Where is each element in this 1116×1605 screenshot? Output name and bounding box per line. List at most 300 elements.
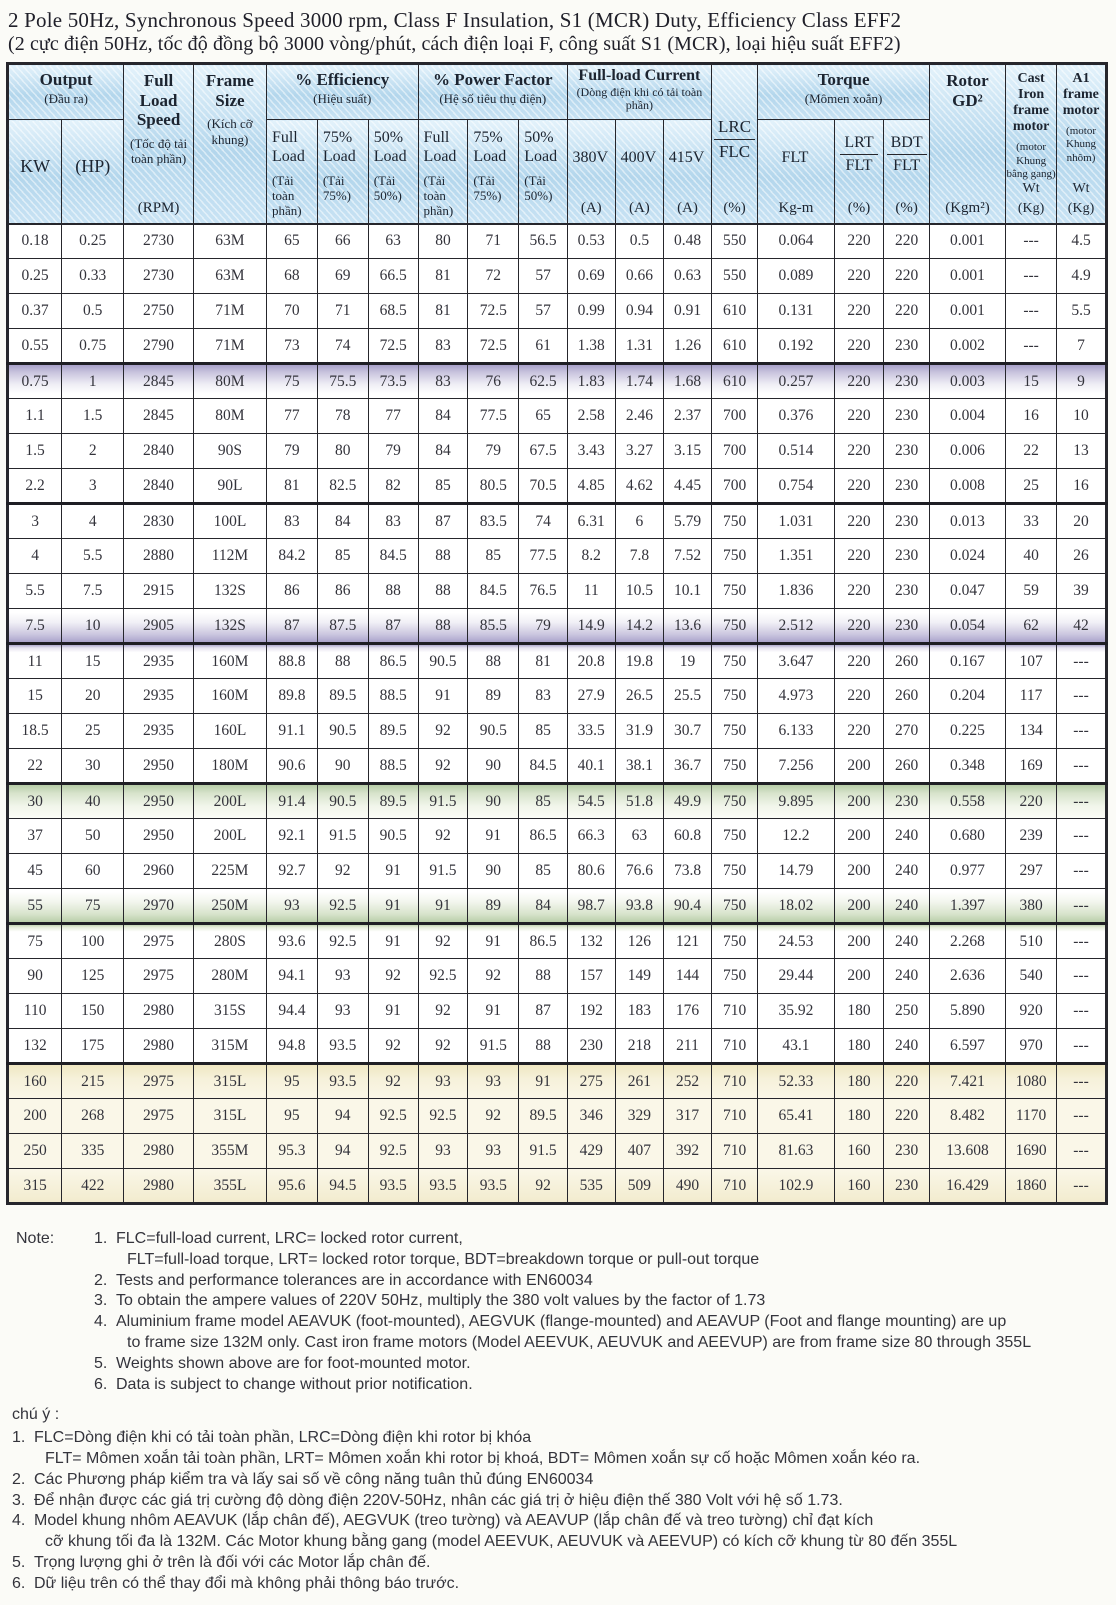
table-cell: ---: [1057, 644, 1107, 679]
col-bdt-flt: BDT FLT (%): [884, 120, 929, 224]
note-number: 6.: [94, 1375, 108, 1393]
table-cell: 0.225: [929, 714, 1005, 749]
col-eff-50-load: 50% Load (Tải 50%): [368, 120, 418, 224]
table-cell: ---: [1057, 819, 1107, 854]
col-full-load-speed: Full Load Speed (Tốc độ tải toàn phần) (RPM): [124, 64, 194, 224]
table-cell: 392: [664, 1134, 712, 1169]
table-cell: 176: [664, 994, 712, 1029]
table-cell: 52.33: [758, 1064, 834, 1099]
table-cell: 2830: [124, 504, 194, 539]
table-cell: 71M: [193, 329, 266, 364]
note-item: [12, 1574, 1110, 1595]
table-cell: 2730: [124, 224, 194, 259]
col-415v: 415V (A): [664, 120, 712, 224]
table-cell: 225M: [193, 854, 266, 889]
note-line: Model khung nhôm AEAVUK (lắp chân đế), AEGVUK (treo tường) và AEAVUP (lắp chân đế và treo tường) chỉ đạt kích: [34, 1512, 874, 1530]
table-cell: 407: [615, 1134, 664, 1169]
table-cell: 54.5: [567, 784, 615, 819]
table-cell: 750: [711, 889, 757, 924]
table-cell: 38.1: [615, 749, 664, 784]
table-cell: 200: [834, 854, 884, 889]
table-cell: 2950: [124, 819, 194, 854]
table-row: [8, 539, 1107, 574]
note-item: [12, 1553, 1110, 1574]
table-cell: 85: [418, 469, 468, 504]
table-cell: 27.9: [567, 679, 615, 714]
table-row: [8, 469, 1107, 504]
table-cell: 160: [834, 1169, 884, 1204]
table-cell: 94.4: [266, 994, 317, 1029]
table-cell: 220: [834, 224, 884, 259]
table-cell: 90.5: [468, 714, 519, 749]
table-cell: 79: [519, 609, 568, 644]
table-row: [8, 224, 1107, 259]
table-cell: 68.5: [368, 294, 418, 329]
table-cell: 83: [418, 364, 468, 399]
table-cell: 66.3: [567, 819, 615, 854]
table-cell: 3: [62, 469, 124, 504]
table-cell: 0.001: [929, 294, 1005, 329]
table-cell: 220: [834, 259, 884, 294]
table-cell: 750: [711, 819, 757, 854]
table-cell: 4.62: [615, 469, 664, 504]
table-cell: 5.5: [8, 574, 62, 609]
table-cell: 260: [884, 679, 929, 714]
table-cell: 180: [834, 1099, 884, 1134]
table-cell: 1.1: [8, 399, 62, 434]
table-cell: 88: [317, 644, 368, 679]
table-cell: 710: [711, 1099, 757, 1134]
note-number: 1.: [94, 1230, 108, 1247]
table-row: [8, 749, 1107, 784]
table-cell: 710: [711, 1169, 757, 1204]
table-cell: ---: [1057, 784, 1107, 819]
table-cell: 89: [468, 679, 519, 714]
table-row: [8, 959, 1107, 994]
table-cell: 315S: [193, 994, 266, 1029]
table-cell: 315L: [193, 1099, 266, 1134]
table-cell: 2975: [124, 1099, 194, 1134]
table-cell: 355L: [193, 1169, 266, 1204]
col-a1-frame-weight: A1 frame motor (motor Khung nhôm) Wt (Kg): [1057, 64, 1107, 224]
table-cell: 211: [664, 1029, 712, 1064]
notes-english: [6, 1229, 1110, 1395]
note-line: Data is subject to change without prior notification.: [116, 1375, 473, 1393]
col-pf-75-load: 75% Load (Tải 75%): [468, 120, 519, 224]
table-cell: 230: [884, 364, 929, 399]
table-cell: 175: [62, 1029, 124, 1064]
table-cell: 750: [711, 784, 757, 819]
table-cell: 39: [1057, 574, 1107, 609]
table-cell: 2.46: [615, 399, 664, 434]
table-cell: 270: [884, 714, 929, 749]
table-cell: 72: [468, 259, 519, 294]
note-number: 5.: [94, 1354, 108, 1372]
table-cell: 90: [468, 854, 519, 889]
table-cell: 3: [8, 504, 62, 539]
table-cell: 51.8: [615, 784, 664, 819]
table-cell: 70: [266, 294, 317, 329]
table-cell: ---: [1057, 714, 1107, 749]
motor-spec-table: [6, 62, 1108, 1205]
table-cell: 700: [711, 434, 757, 469]
note-line: to frame size 132M only. Cast iron frame motors (Model AEEVUK, AEUVUK and AEEVUP) are from frame size 80 through 355L: [127, 1333, 1032, 1351]
table-cell: 2960: [124, 854, 194, 889]
notes-vietnamese-label: chú ý :: [12, 1406, 60, 1424]
table-row: [8, 329, 1107, 364]
table-cell: 93.6: [266, 924, 317, 959]
table-cell: 50: [62, 819, 124, 854]
table-cell: 3.43: [567, 434, 615, 469]
table-cell: 0.024: [929, 539, 1005, 574]
table-cell: 89.5: [519, 1099, 568, 1134]
table-cell: 710: [711, 1064, 757, 1099]
table-cell: 2950: [124, 749, 194, 784]
table-cell: 16: [1057, 469, 1107, 504]
table-cell: 0.004: [929, 399, 1005, 434]
col-pf-full-load: Full Load (Tải toàn phần): [418, 120, 468, 224]
table-cell: 10: [62, 609, 124, 644]
table-cell: 61: [519, 329, 568, 364]
table-cell: 76.5: [519, 574, 568, 609]
table-cell: 2.636: [929, 959, 1005, 994]
table-cell: 2750: [124, 294, 194, 329]
table-cell: 92: [368, 959, 418, 994]
table-cell: 180: [834, 994, 884, 1029]
table-cell: 8.482: [929, 1099, 1005, 1134]
table-cell: 94.1: [266, 959, 317, 994]
table-cell: 22: [1006, 434, 1057, 469]
table-row: [8, 1064, 1107, 1099]
table-cell: 92: [418, 714, 468, 749]
table-cell: 91: [468, 924, 519, 959]
table-cell: 86: [266, 574, 317, 609]
table-cell: 19: [664, 644, 712, 679]
table-row: [8, 924, 1107, 959]
table-cell: 84: [317, 504, 368, 539]
table-cell: 90L: [193, 469, 266, 504]
table-cell: 0.66: [615, 259, 664, 294]
table-cell: 93: [317, 959, 368, 994]
table-cell: 72.5: [368, 329, 418, 364]
table-cell: 218: [615, 1029, 664, 1064]
table-cell: 230: [884, 329, 929, 364]
table-cell: 92.5: [317, 889, 368, 924]
table-cell: 87: [266, 609, 317, 644]
table-cell: 144: [664, 959, 712, 994]
table-cell: 200: [834, 959, 884, 994]
table-cell: 230: [884, 504, 929, 539]
table-cell: 86: [317, 574, 368, 609]
table-cell: 90.5: [317, 784, 368, 819]
table-cell: 700: [711, 469, 757, 504]
table-cell: 63M: [193, 224, 266, 259]
note-line: FLT= Mômen xoắn tải toàn phần, LRT= Mômen xoắn khi rotor bị khoá, BDT= Mômen xoắn sự cố hoặc Mômen xoắn kéo ra.: [45, 1449, 921, 1467]
table-cell: 10: [1057, 399, 1107, 434]
table-cell: 2935: [124, 644, 194, 679]
table-cell: 91.5: [418, 854, 468, 889]
table-cell: ---: [1006, 259, 1057, 294]
table-cell: 26.5: [615, 679, 664, 714]
table-cell: 4.85: [567, 469, 615, 504]
table-cell: ---: [1057, 1134, 1107, 1169]
table-cell: ---: [1006, 294, 1057, 329]
table-cell: 57: [519, 259, 568, 294]
table-cell: 134: [1006, 714, 1057, 749]
table-cell: 2970: [124, 889, 194, 924]
note-number: 2.: [94, 1271, 108, 1289]
table-cell: 180M: [193, 749, 266, 784]
table-cell: 81: [266, 469, 317, 504]
table-cell: 82.5: [317, 469, 368, 504]
table-cell: 700: [711, 399, 757, 434]
table-cell: 20: [1057, 504, 1107, 539]
note-line: Dữ liệu trên có thể thay đổi mà không phải thông báo trước.: [34, 1574, 460, 1592]
table-cell: 91.5: [418, 784, 468, 819]
table-cell: 93: [468, 1134, 519, 1169]
table-cell: 268: [62, 1099, 124, 1134]
table-cell: 72.5: [468, 329, 519, 364]
table-cell: 77: [266, 399, 317, 434]
table-cell: 2935: [124, 679, 194, 714]
table-cell: 80.6: [567, 854, 615, 889]
table-cell: 35.92: [758, 994, 834, 1029]
table-cell: 160M: [193, 679, 266, 714]
note-item: [94, 1229, 1110, 1271]
table-cell: 87: [368, 609, 418, 644]
table-cell: 40: [62, 784, 124, 819]
table-cell: 92.1: [266, 819, 317, 854]
table-cell: 710: [711, 994, 757, 1029]
table-cell: 220: [834, 714, 884, 749]
table-cell: 25: [62, 714, 124, 749]
table-cell: 89.5: [317, 679, 368, 714]
note-item: [12, 1491, 1110, 1512]
table-cell: 2950: [124, 784, 194, 819]
table-cell: 0.25: [8, 259, 62, 294]
table-cell: 73.5: [368, 364, 418, 399]
table-cell: 89.8: [266, 679, 317, 714]
note-item: [12, 1428, 1110, 1470]
table-cell: 6.133: [758, 714, 834, 749]
table-cell: 56.5: [519, 224, 568, 259]
table-cell: 86.5: [519, 924, 568, 959]
table-cell: ---: [1057, 679, 1107, 714]
table-cell: 2980: [124, 1134, 194, 1169]
table-cell: 94.5: [317, 1169, 368, 1204]
table-cell: 92: [468, 1099, 519, 1134]
table-cell: 98.7: [567, 889, 615, 924]
note-line: Weights shown above are for foot-mounted motor.: [116, 1354, 471, 1372]
table-cell: 87.5: [317, 609, 368, 644]
table-cell: 73: [266, 329, 317, 364]
table-cell: 0.25: [62, 224, 124, 259]
table-cell: 239: [1006, 819, 1057, 854]
table-cell: 220: [834, 609, 884, 644]
table-cell: 92: [418, 749, 468, 784]
table-cell: 0.514: [758, 434, 834, 469]
table-cell: 3.27: [615, 434, 664, 469]
table-cell: 200: [834, 924, 884, 959]
table-cell: 0.680: [929, 819, 1005, 854]
table-cell: 60.8: [664, 819, 712, 854]
table-cell: 150: [62, 994, 124, 1029]
table-cell: 94.8: [266, 1029, 317, 1064]
table-cell: 1690: [1006, 1134, 1057, 1169]
table-cell: 2730: [124, 259, 194, 294]
table-cell: 220: [834, 539, 884, 574]
table-cell: 132: [567, 924, 615, 959]
table-cell: 91: [368, 924, 418, 959]
note-number: 3.: [12, 1491, 26, 1509]
table-cell: 90S: [193, 434, 266, 469]
note-number: 3.: [94, 1292, 108, 1310]
table-cell: 2840: [124, 469, 194, 504]
table-cell: 77.5: [468, 399, 519, 434]
table-cell: 82: [368, 469, 418, 504]
table-cell: 0.257: [758, 364, 834, 399]
table-cell: 107: [1006, 644, 1057, 679]
table-cell: 42: [1057, 609, 1107, 644]
table-row: [8, 399, 1107, 434]
col-hp: (HP): [62, 120, 124, 224]
table-cell: 94: [317, 1134, 368, 1169]
table-cell: 33.5: [567, 714, 615, 749]
table-cell: 422: [62, 1169, 124, 1204]
table-cell: 4: [8, 539, 62, 574]
table-cell: 76.6: [615, 854, 664, 889]
table-cell: 100L: [193, 504, 266, 539]
table-cell: 81: [418, 294, 468, 329]
table-row: [8, 434, 1107, 469]
table-cell: 192: [567, 994, 615, 1029]
table-cell: 15: [1006, 364, 1057, 399]
table-cell: 132: [8, 1029, 62, 1064]
table-cell: 2980: [124, 994, 194, 1029]
table-cell: 85.5: [468, 609, 519, 644]
table-cell: 92: [468, 959, 519, 994]
table-cell: 0.131: [758, 294, 834, 329]
table-cell: 16.429: [929, 1169, 1005, 1204]
table-cell: 4: [62, 504, 124, 539]
table-cell: 90.5: [317, 714, 368, 749]
table-cell: 13.608: [929, 1134, 1005, 1169]
table-cell: 0.69: [567, 259, 615, 294]
table-cell: 95: [266, 1064, 317, 1099]
table-row: [8, 714, 1107, 749]
note-number: 4.: [12, 1512, 26, 1530]
note-number: 2.: [12, 1470, 26, 1488]
table-cell: 91: [368, 889, 418, 924]
table-row: [8, 854, 1107, 889]
note-line: FLT=full-load torque, LRT= locked rotor torque, BDT=breakdown torque or pull-out torque: [127, 1250, 760, 1268]
table-cell: 117: [1006, 679, 1057, 714]
note-line: Aluminium frame model AEAVUK (foot-mounted), AEGVUK (flange-mounted) and AEAVUP (Foot and flange mounting) are up: [116, 1313, 1007, 1331]
table-cell: 5.5: [1057, 294, 1107, 329]
table-cell: 20: [62, 679, 124, 714]
table-cell: 89.5: [368, 714, 418, 749]
table-cell: 14.79: [758, 854, 834, 889]
table-cell: 91: [519, 1064, 568, 1099]
table-cell: 80: [317, 434, 368, 469]
table-cell: ---: [1057, 1099, 1107, 1134]
table-cell: 0.75: [8, 364, 62, 399]
note-item: [94, 1271, 1110, 1292]
table-cell: 1.397: [929, 889, 1005, 924]
table-cell: 67.5: [519, 434, 568, 469]
page-title: [6, 6, 1110, 62]
table-cell: 220: [1006, 784, 1057, 819]
table-cell: 88.8: [266, 644, 317, 679]
table-cell: 71: [317, 294, 368, 329]
table-cell: ---: [1057, 1029, 1107, 1064]
table-cell: 6.597: [929, 1029, 1005, 1064]
table-cell: 317: [664, 1099, 712, 1134]
table-cell: 81: [519, 644, 568, 679]
table-cell: ---: [1006, 329, 1057, 364]
table-cell: 160M: [193, 644, 266, 679]
table-cell: 125: [62, 959, 124, 994]
table-cell: 5.5: [62, 539, 124, 574]
table-cell: 110: [8, 994, 62, 1029]
table-cell: 200: [834, 819, 884, 854]
table-cell: 25: [1006, 469, 1057, 504]
table-cell: 92.5: [418, 959, 468, 994]
table-row: [8, 819, 1107, 854]
table-row: [8, 889, 1107, 924]
table-cell: 240: [884, 889, 929, 924]
note-item: [94, 1291, 1110, 1312]
table-cell: 335: [62, 1134, 124, 1169]
col-eff-75-load: 75% Load (Tải 75%): [317, 120, 368, 224]
table-cell: 92: [418, 819, 468, 854]
table-cell: 95.6: [266, 1169, 317, 1204]
table-cell: 7.5: [62, 574, 124, 609]
table-cell: 0.48: [664, 224, 712, 259]
table-cell: 280M: [193, 959, 266, 994]
table-cell: ---: [1057, 749, 1107, 784]
table-cell: 89: [468, 889, 519, 924]
table-cell: 510: [1006, 924, 1057, 959]
note-line: cỡ khung tối đa là 132M. Các Motor khung bằng gang (model AEEVUK, AEUVUK và AEEVUP) có kích cỡ khung từ 80 đến 355L: [45, 1533, 958, 1551]
note-line: Tests and performance tolerances are in accordance with EN60034: [116, 1271, 593, 1289]
table-cell: 88: [519, 1029, 568, 1064]
table-row: [8, 364, 1107, 399]
table-cell: 2935: [124, 714, 194, 749]
table-cell: ---: [1006, 224, 1057, 259]
table-cell: 79: [368, 434, 418, 469]
title-vietnamese: (2 cực điện 50Hz, tốc độ đồng bộ 3000 vòng/phút, cách điện loại F, công suất S1 (MCR), loại hiệu suất EFF2): [8, 33, 901, 55]
table-cell: 12.2: [758, 819, 834, 854]
table-cell: 84.5: [368, 539, 418, 574]
table-cell: 63M: [193, 259, 266, 294]
table-cell: 0.089: [758, 259, 834, 294]
table-cell: 0.054: [929, 609, 1005, 644]
table-cell: 7.52: [664, 539, 712, 574]
table-cell: 79: [468, 434, 519, 469]
table-cell: 91: [468, 994, 519, 1029]
table-cell: 4.5: [1057, 224, 1107, 259]
table-cell: 84: [418, 434, 468, 469]
table-cell: 250: [884, 994, 929, 1029]
table-cell: 7: [1057, 329, 1107, 364]
table-cell: 5.890: [929, 994, 1005, 1029]
table-cell: 261: [615, 1064, 664, 1099]
table-cell: 84.5: [519, 749, 568, 784]
table-cell: 230: [884, 1169, 929, 1204]
table-cell: 275: [567, 1064, 615, 1099]
table-cell: 30.7: [664, 714, 712, 749]
